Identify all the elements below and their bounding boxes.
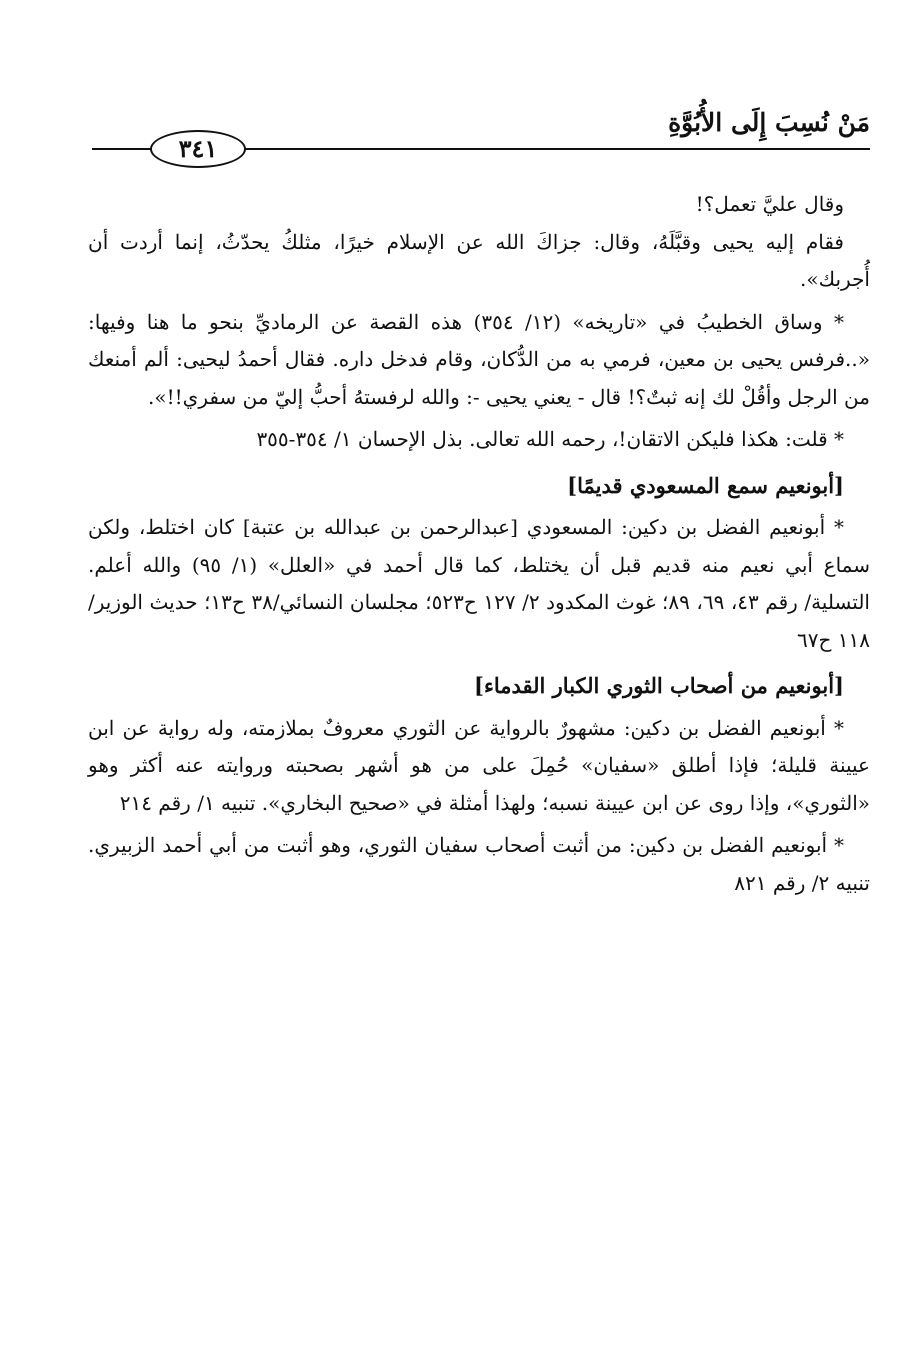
page-header — [92, 108, 870, 162]
paragraph-3: * وساق الخطيبُ في «تاريخه» (١٢/ ٣٥٤) هذه القصة عن الرماديِّ بنحو ما هنا وفيها: «..فرفس يحيى بن معين، فرمي به من الدُّكان، وقام فدخل داره. فقال أحمدُ ليحيى: ألم أمنعك من الرجل وأقُلْ لك إنه ثبتٌ؟! قال - يعني يحيى -: والله لرفستهُ أحبُّ إليّ من سفري!!». — [88, 309, 870, 409]
paragraph-5: * أبونعيم الفضل بن دكين: المسعودي [عبدالرحمن بن عبدالله بن عتبة] كان اختلط، ولكن سماع أبي نعيم منه قديم قبل أن يختلط، كما قال أحمد في «العلل» (١/ ٩٥) والله أعلم. التسلية/ رقم ٤٣، ٦٩، ٨٩؛ غوث المكدود ٢/ ١٢٧ ح٥٢٣؛ مجلسان النسائي/٣٨ ح١٣؛ حديث الوزير/١١٨ ح٦٧ — [88, 515, 870, 652]
paragraph-1: وقال عليَّ تعمل؟! — [695, 192, 844, 216]
running-title: مَنْ نُسِبَ إِلَى الأُبُوَّةِ — [668, 108, 870, 137]
paragraph-2: فقام إليه يحيى وقبَّلَهُ، وقال: جزاكَ الله عن الإسلام خيرًا، مثلكُ يحدّثُ، إنما أردت أن أُجربك». — [88, 229, 870, 291]
section-heading-2: [أبونعيم من أصحاب الثوري الكبار القدماء] — [474, 673, 844, 698]
page-number: ٣٤١ — [150, 130, 246, 168]
section-heading-1: [أبونعيم سمع المسعودي قديمًا] — [567, 472, 844, 498]
paragraph-4: * قلت: هكذا فليكن الاتقان!، رحمه الله تعالى. بذل الإحسان ١/ ٣٥٤-٣٥٥ — [256, 427, 844, 451]
paragraph-6: * أبونعيم الفضل بن دكين: مشهورٌ بالرواية عن الثوري معروفٌ بملازمته، وله رواية عن ابن عيينة قليلة؛ فإذا أطلق «سفيان» حُمِلَ على من هو أشهر بصحبته وروايته عنه أكثر وهو «الثوري»، وإذا روى عن ابن عيينة نسبه؛ ولهذا أمثلة في «صحيح البخاري». تنبيه ١/ رقم ٢١٤ — [88, 715, 870, 815]
paragraph-7: * أبونعيم الفضل بن دكين: من أثبت أصحاب سفيان الثوري، وهو أثبت من أبي أحمد الزبيري. تنبيه ٢/ رقم ٨٢١ — [88, 833, 870, 895]
page-body — [88, 186, 870, 902]
